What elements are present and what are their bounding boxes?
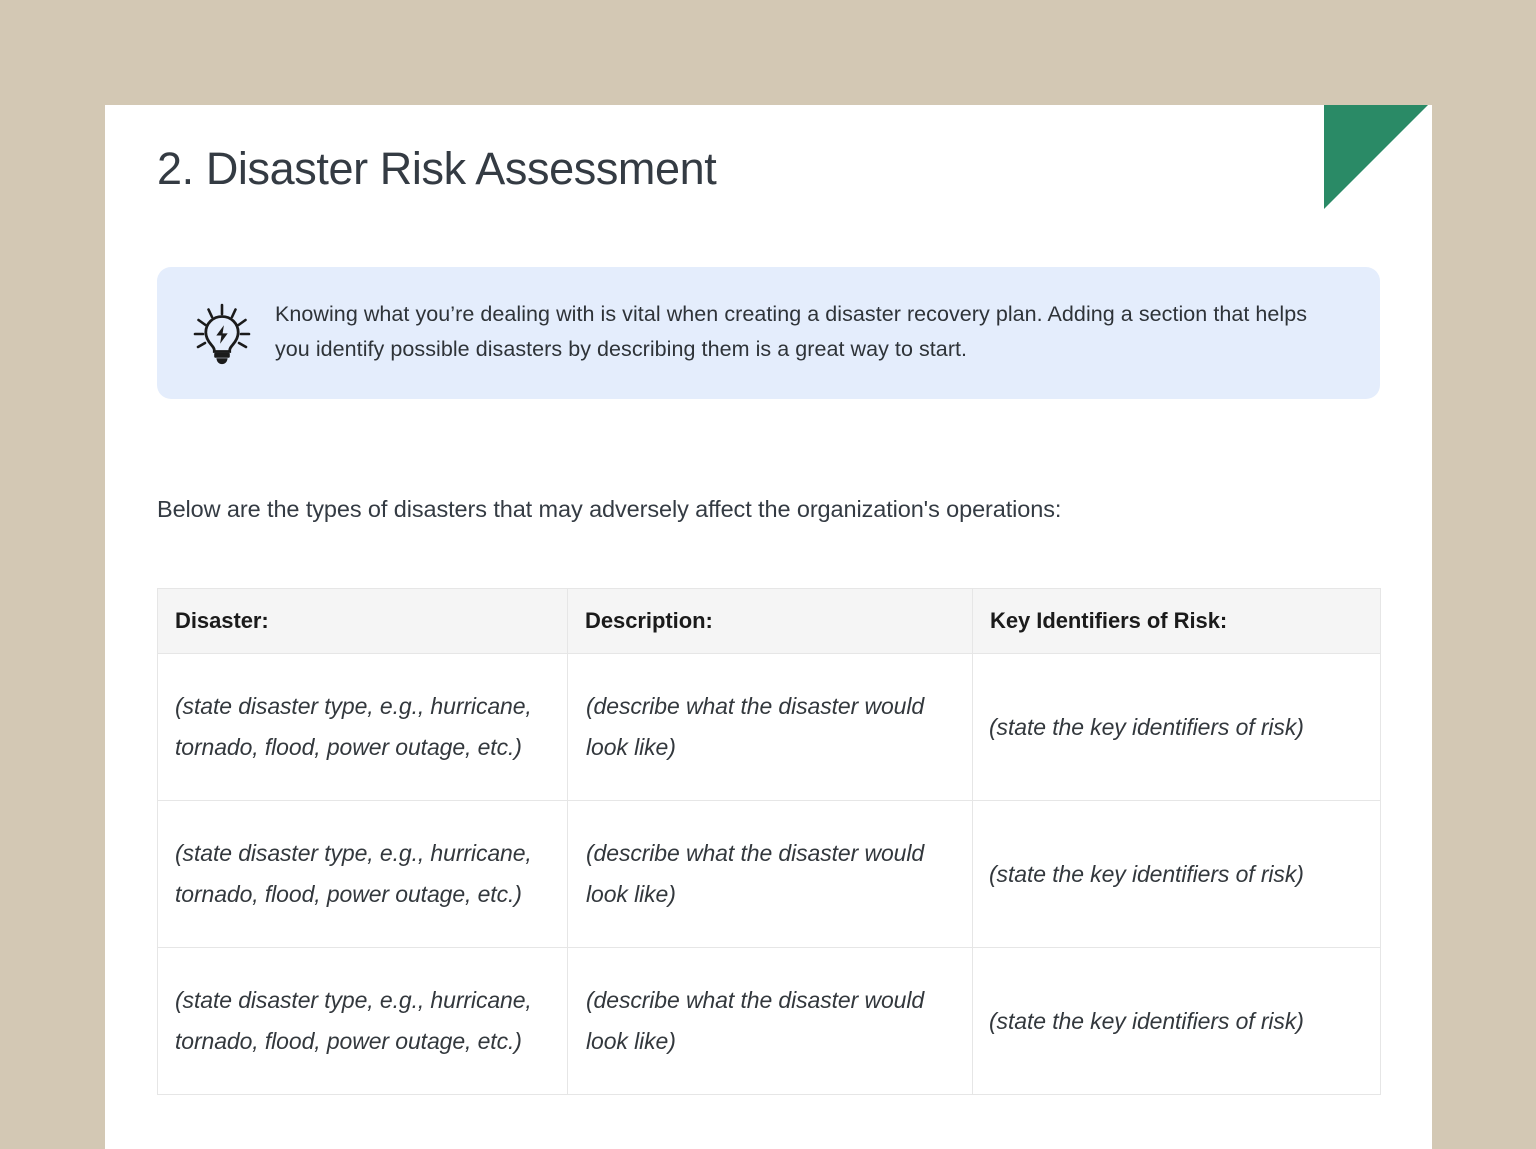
cell-description[interactable]: (describe what the disaster would look like) — [568, 801, 973, 948]
column-header-key-identifiers: Key Identifiers of Risk: — [973, 589, 1381, 654]
disaster-risk-table — [157, 588, 1381, 1095]
tip-callout — [157, 267, 1380, 399]
cell-key-identifiers[interactable]: (state the key identifiers of risk) — [973, 654, 1381, 801]
cell-description[interactable]: (describe what the disaster would look like) — [568, 948, 973, 1095]
cell-disaster[interactable]: (state disaster type, e.g., hurricane, tornado, flood, power outage, etc.) — [158, 801, 568, 948]
lightbulb-idea-icon — [191, 297, 253, 365]
table-row — [158, 801, 1381, 948]
column-header-description: Description: — [568, 589, 973, 654]
cell-key-identifiers[interactable]: (state the key identifiers of risk) — [973, 801, 1381, 948]
table-row — [158, 654, 1381, 801]
column-header-disaster: Disaster: — [158, 589, 568, 654]
document-page — [105, 105, 1432, 1149]
table-header-row — [158, 589, 1381, 654]
cell-key-identifiers[interactable]: (state the key identifiers of risk) — [973, 948, 1381, 1095]
tip-callout-text: Knowing what you’re dealing with is vital when creating a disaster recovery plan. Adding a section that helps you identify possible disasters by describing them is a great way to start. — [275, 302, 1308, 361]
cell-disaster[interactable]: (state disaster type, e.g., hurricane, tornado, flood, power outage, etc.) — [158, 654, 568, 801]
cell-disaster[interactable]: (state disaster type, e.g., hurricane, tornado, flood, power outage, etc.) — [158, 948, 568, 1095]
page-title: 2. Disaster Risk Assessment — [157, 143, 717, 194]
table-row — [158, 948, 1381, 1095]
cell-description[interactable]: (describe what the disaster would look like) — [568, 654, 973, 801]
intro-paragraph: Below are the types of disasters that may adversely affect the organization's operations: — [157, 496, 1062, 522]
